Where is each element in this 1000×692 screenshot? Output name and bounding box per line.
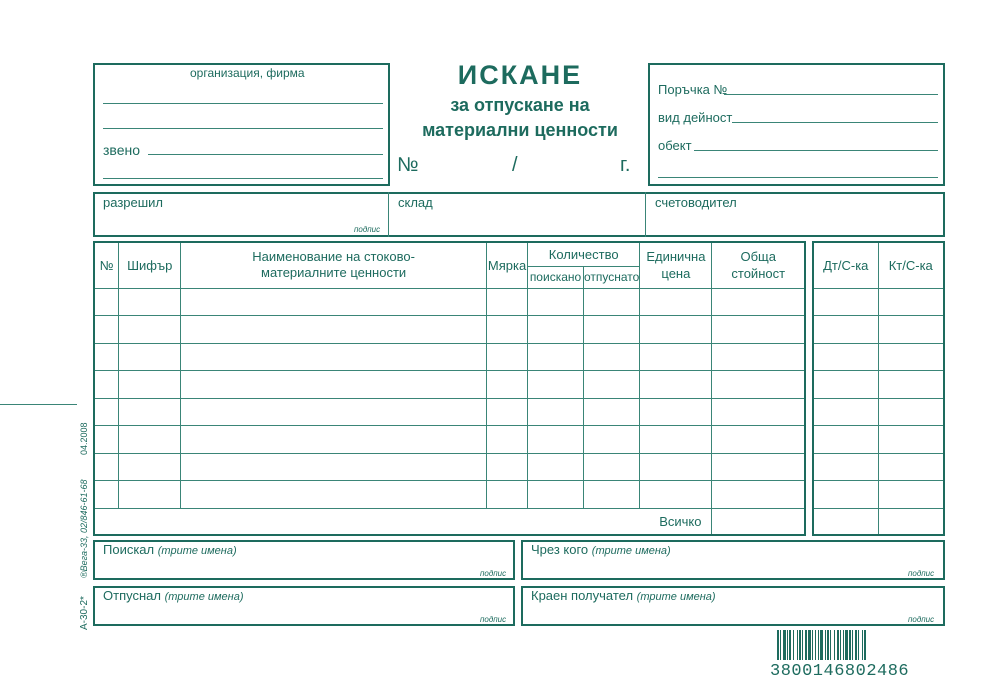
item-cell[interactable] — [119, 453, 181, 481]
via-signature: подпис — [908, 569, 935, 578]
item-cell[interactable] — [583, 371, 639, 399]
account-cell[interactable] — [813, 426, 878, 454]
item-row — [94, 316, 805, 344]
account-cell[interactable] — [813, 481, 878, 509]
item-cell[interactable] — [528, 316, 584, 344]
account-cell[interactable] — [878, 453, 944, 481]
total-value-cell[interactable] — [712, 508, 805, 535]
activity-label: вид дейност — [658, 110, 733, 125]
item-cell[interactable] — [119, 371, 181, 399]
barcode-bar — [820, 630, 823, 660]
item-cell[interactable] — [487, 398, 528, 426]
item-cell[interactable] — [640, 371, 712, 399]
barcode-bar — [834, 630, 835, 660]
item-cell[interactable] — [528, 371, 584, 399]
item-row — [94, 398, 805, 426]
item-cell[interactable] — [94, 371, 119, 399]
organization-line-2[interactable] — [103, 128, 383, 129]
item-cell[interactable] — [487, 288, 528, 316]
barcode-bar — [858, 630, 859, 660]
number-slash: / — [512, 154, 518, 176]
item-cell[interactable] — [181, 426, 487, 454]
header-code: Шифър — [119, 242, 181, 288]
item-cell[interactable] — [487, 453, 528, 481]
document-subtitle-1: за отпускане на — [450, 95, 590, 115]
item-cell[interactable] — [583, 288, 639, 316]
item-cell[interactable] — [712, 288, 805, 316]
header-no: № — [94, 242, 119, 288]
account-row — [813, 398, 944, 426]
organization-label: организация, фирма — [190, 66, 305, 80]
item-cell[interactable] — [119, 288, 181, 316]
barcode-bar — [799, 630, 801, 660]
accounts-table — [812, 241, 945, 536]
item-cell[interactable] — [181, 453, 487, 481]
released-by-text: Отпуснал — [103, 588, 161, 603]
barcode-bar — [797, 630, 798, 660]
item-cell[interactable] — [181, 398, 487, 426]
account-cell[interactable] — [813, 508, 878, 535]
item-cell[interactable] — [181, 288, 487, 316]
account-row — [813, 343, 944, 371]
barcode-bar — [789, 630, 791, 660]
barcode-bar — [783, 630, 786, 660]
item-cell[interactable] — [712, 371, 805, 399]
item-cell[interactable] — [528, 398, 584, 426]
barcode-bar — [862, 630, 863, 660]
item-cell[interactable] — [94, 343, 119, 371]
barcode-bar — [805, 630, 807, 660]
unit-line-2[interactable] — [103, 178, 383, 179]
account-cell[interactable] — [813, 398, 878, 426]
item-cell[interactable] — [181, 343, 487, 371]
item-row — [94, 288, 805, 316]
object-line-2[interactable] — [658, 177, 938, 178]
account-cell[interactable] — [878, 343, 944, 371]
item-row — [94, 426, 805, 454]
unit-label: звено — [103, 142, 141, 158]
item-cell[interactable] — [640, 288, 712, 316]
item-cell[interactable] — [640, 398, 712, 426]
account-cell[interactable] — [878, 371, 944, 399]
approved-signature-label: подпис — [354, 225, 381, 234]
warehouse-label: склад — [398, 195, 433, 210]
item-cell[interactable] — [119, 398, 181, 426]
item-cell[interactable] — [712, 343, 805, 371]
item-cell[interactable] — [119, 481, 181, 509]
approval-divider-1 — [388, 192, 389, 237]
account-cell[interactable] — [878, 426, 944, 454]
account-cell[interactable] — [813, 316, 878, 344]
account-row — [813, 371, 944, 399]
account-cell[interactable] — [878, 288, 944, 316]
barcode-bar — [825, 630, 826, 660]
barcode-bar — [802, 630, 803, 660]
barcode-bar — [840, 630, 841, 660]
barcode-bar — [808, 630, 811, 660]
barcode-bar — [818, 630, 819, 660]
item-cell[interactable] — [528, 453, 584, 481]
item-cell[interactable] — [583, 481, 639, 509]
account-cell[interactable] — [878, 481, 944, 509]
item-cell[interactable] — [712, 426, 805, 454]
final-recipient-signature: подпис — [908, 615, 935, 624]
item-cell[interactable] — [94, 398, 119, 426]
item-cell[interactable] — [528, 288, 584, 316]
total-label: Всичко — [659, 513, 702, 529]
item-cell[interactable] — [181, 316, 487, 344]
item-cell[interactable] — [583, 453, 639, 481]
object-line[interactable] — [694, 150, 938, 151]
item-cell[interactable] — [528, 481, 584, 509]
item-cell[interactable] — [712, 453, 805, 481]
item-cell[interactable] — [487, 343, 528, 371]
header-released: отпуснато — [583, 266, 639, 288]
unit-line[interactable] — [148, 154, 383, 155]
total-label-cell — [94, 508, 712, 535]
item-cell[interactable] — [487, 426, 528, 454]
item-cell[interactable] — [640, 316, 712, 344]
item-cell[interactable] — [528, 343, 584, 371]
organization-line-1[interactable] — [103, 103, 383, 104]
item-cell[interactable] — [583, 316, 639, 344]
order-label: Поръчка № — [658, 82, 728, 97]
item-cell[interactable] — [583, 426, 639, 454]
publisher-info: ®Вега-33, 02/846-61-68 — [79, 479, 89, 578]
item-cell[interactable] — [640, 453, 712, 481]
item-cell[interactable] — [119, 426, 181, 454]
barcode-bar — [864, 630, 866, 660]
header-requested: поискано — [528, 266, 584, 288]
header-unit-price: Единична цена — [640, 242, 712, 288]
account-row — [813, 481, 944, 509]
edition-date: 04.2008 — [79, 422, 89, 455]
document-title: ИСКАНЕ — [457, 60, 583, 90]
document-subtitle-2: материални ценности — [422, 120, 618, 140]
barcode-bar — [815, 630, 816, 660]
requested-by-hint: (трите имена) — [157, 545, 237, 557]
item-row — [94, 453, 805, 481]
number-sign: № — [397, 154, 419, 176]
item-cell[interactable] — [487, 316, 528, 344]
item-cell[interactable] — [119, 343, 181, 371]
barcode-bar — [787, 630, 788, 660]
item-row — [94, 481, 805, 509]
released-by-signature: подпис — [480, 615, 507, 624]
barcode-bar — [793, 630, 794, 660]
approval-divider-2 — [645, 192, 646, 237]
item-cell[interactable] — [94, 288, 119, 316]
activity-line[interactable] — [732, 122, 938, 123]
organization-box — [93, 63, 390, 186]
barcode-bar — [777, 630, 779, 660]
item-cell[interactable] — [94, 316, 119, 344]
item-cell[interactable] — [712, 398, 805, 426]
final-recipient-hint: (трите имена) — [636, 591, 716, 603]
item-cell[interactable] — [640, 481, 712, 509]
account-cell[interactable] — [813, 371, 878, 399]
account-cell[interactable] — [878, 508, 944, 535]
item-cell[interactable] — [583, 398, 639, 426]
account-row — [813, 316, 944, 344]
object-label: обект — [658, 138, 692, 153]
final-recipient-label — [531, 588, 716, 603]
account-cell[interactable] — [813, 288, 878, 316]
account-cell[interactable] — [878, 316, 944, 344]
item-cell[interactable] — [712, 481, 805, 509]
cut-line — [0, 404, 77, 405]
item-cell[interactable] — [94, 453, 119, 481]
barcode-number: 3800146802486 — [770, 662, 910, 681]
item-cell[interactable] — [181, 481, 487, 509]
barcode-bar — [780, 630, 781, 660]
item-cell[interactable] — [528, 426, 584, 454]
item-row — [94, 371, 805, 399]
item-cell[interactable] — [119, 316, 181, 344]
account-row — [813, 426, 944, 454]
items-table — [93, 241, 806, 536]
item-cell[interactable] — [487, 481, 528, 509]
header-total-value: Обща стойност — [712, 242, 805, 288]
accountant-label: счетоводител — [655, 195, 737, 210]
via-text: Чрез кого — [531, 542, 589, 557]
item-cell[interactable] — [583, 343, 639, 371]
barcode-bar — [845, 630, 848, 660]
approved-by-label: разрешил — [103, 195, 164, 210]
header-item-name: Наименование на стоково-материалните ценности — [181, 242, 487, 288]
barcode-bar — [837, 630, 839, 660]
item-cell[interactable] — [487, 371, 528, 399]
barcode-bar — [852, 630, 853, 660]
barcode-bar — [855, 630, 857, 660]
via-hint: (трите имена) — [591, 545, 671, 557]
account-row — [813, 508, 944, 535]
header-unit: Мярка — [487, 242, 528, 288]
account-cell[interactable] — [813, 343, 878, 371]
requested-by-text: Поискал — [103, 542, 155, 557]
released-by-label — [103, 588, 243, 603]
year-abbreviation: г. — [620, 154, 631, 176]
barcode-bar — [849, 630, 851, 660]
form-code: А-30-2* — [79, 596, 90, 630]
order-line[interactable] — [724, 94, 938, 95]
barcode-bar — [827, 630, 829, 660]
account-row — [813, 288, 944, 316]
account-cell[interactable] — [813, 453, 878, 481]
via-label — [531, 542, 671, 557]
header-quantity: Количество — [528, 242, 640, 266]
item-cell[interactable] — [94, 481, 119, 509]
requested-by-label — [103, 542, 237, 557]
account-cell[interactable] — [878, 398, 944, 426]
released-by-hint: (трите имена) — [164, 591, 244, 603]
account-row — [813, 453, 944, 481]
barcode-bar — [843, 630, 844, 660]
approval-box — [93, 192, 945, 237]
barcode-bar — [812, 630, 813, 660]
header-credit-account: Кт/С-ка — [878, 242, 944, 288]
requested-by-signature: подпис — [480, 569, 507, 578]
item-cell[interactable] — [94, 426, 119, 454]
item-cell[interactable] — [640, 343, 712, 371]
item-row — [94, 343, 805, 371]
header-debit-account: Дт/С-ка — [813, 242, 878, 288]
final-recipient-text: Краен получател — [531, 588, 634, 603]
item-cell[interactable] — [181, 371, 487, 399]
item-cell[interactable] — [712, 316, 805, 344]
barcode-bar — [830, 630, 831, 660]
item-cell[interactable] — [640, 426, 712, 454]
